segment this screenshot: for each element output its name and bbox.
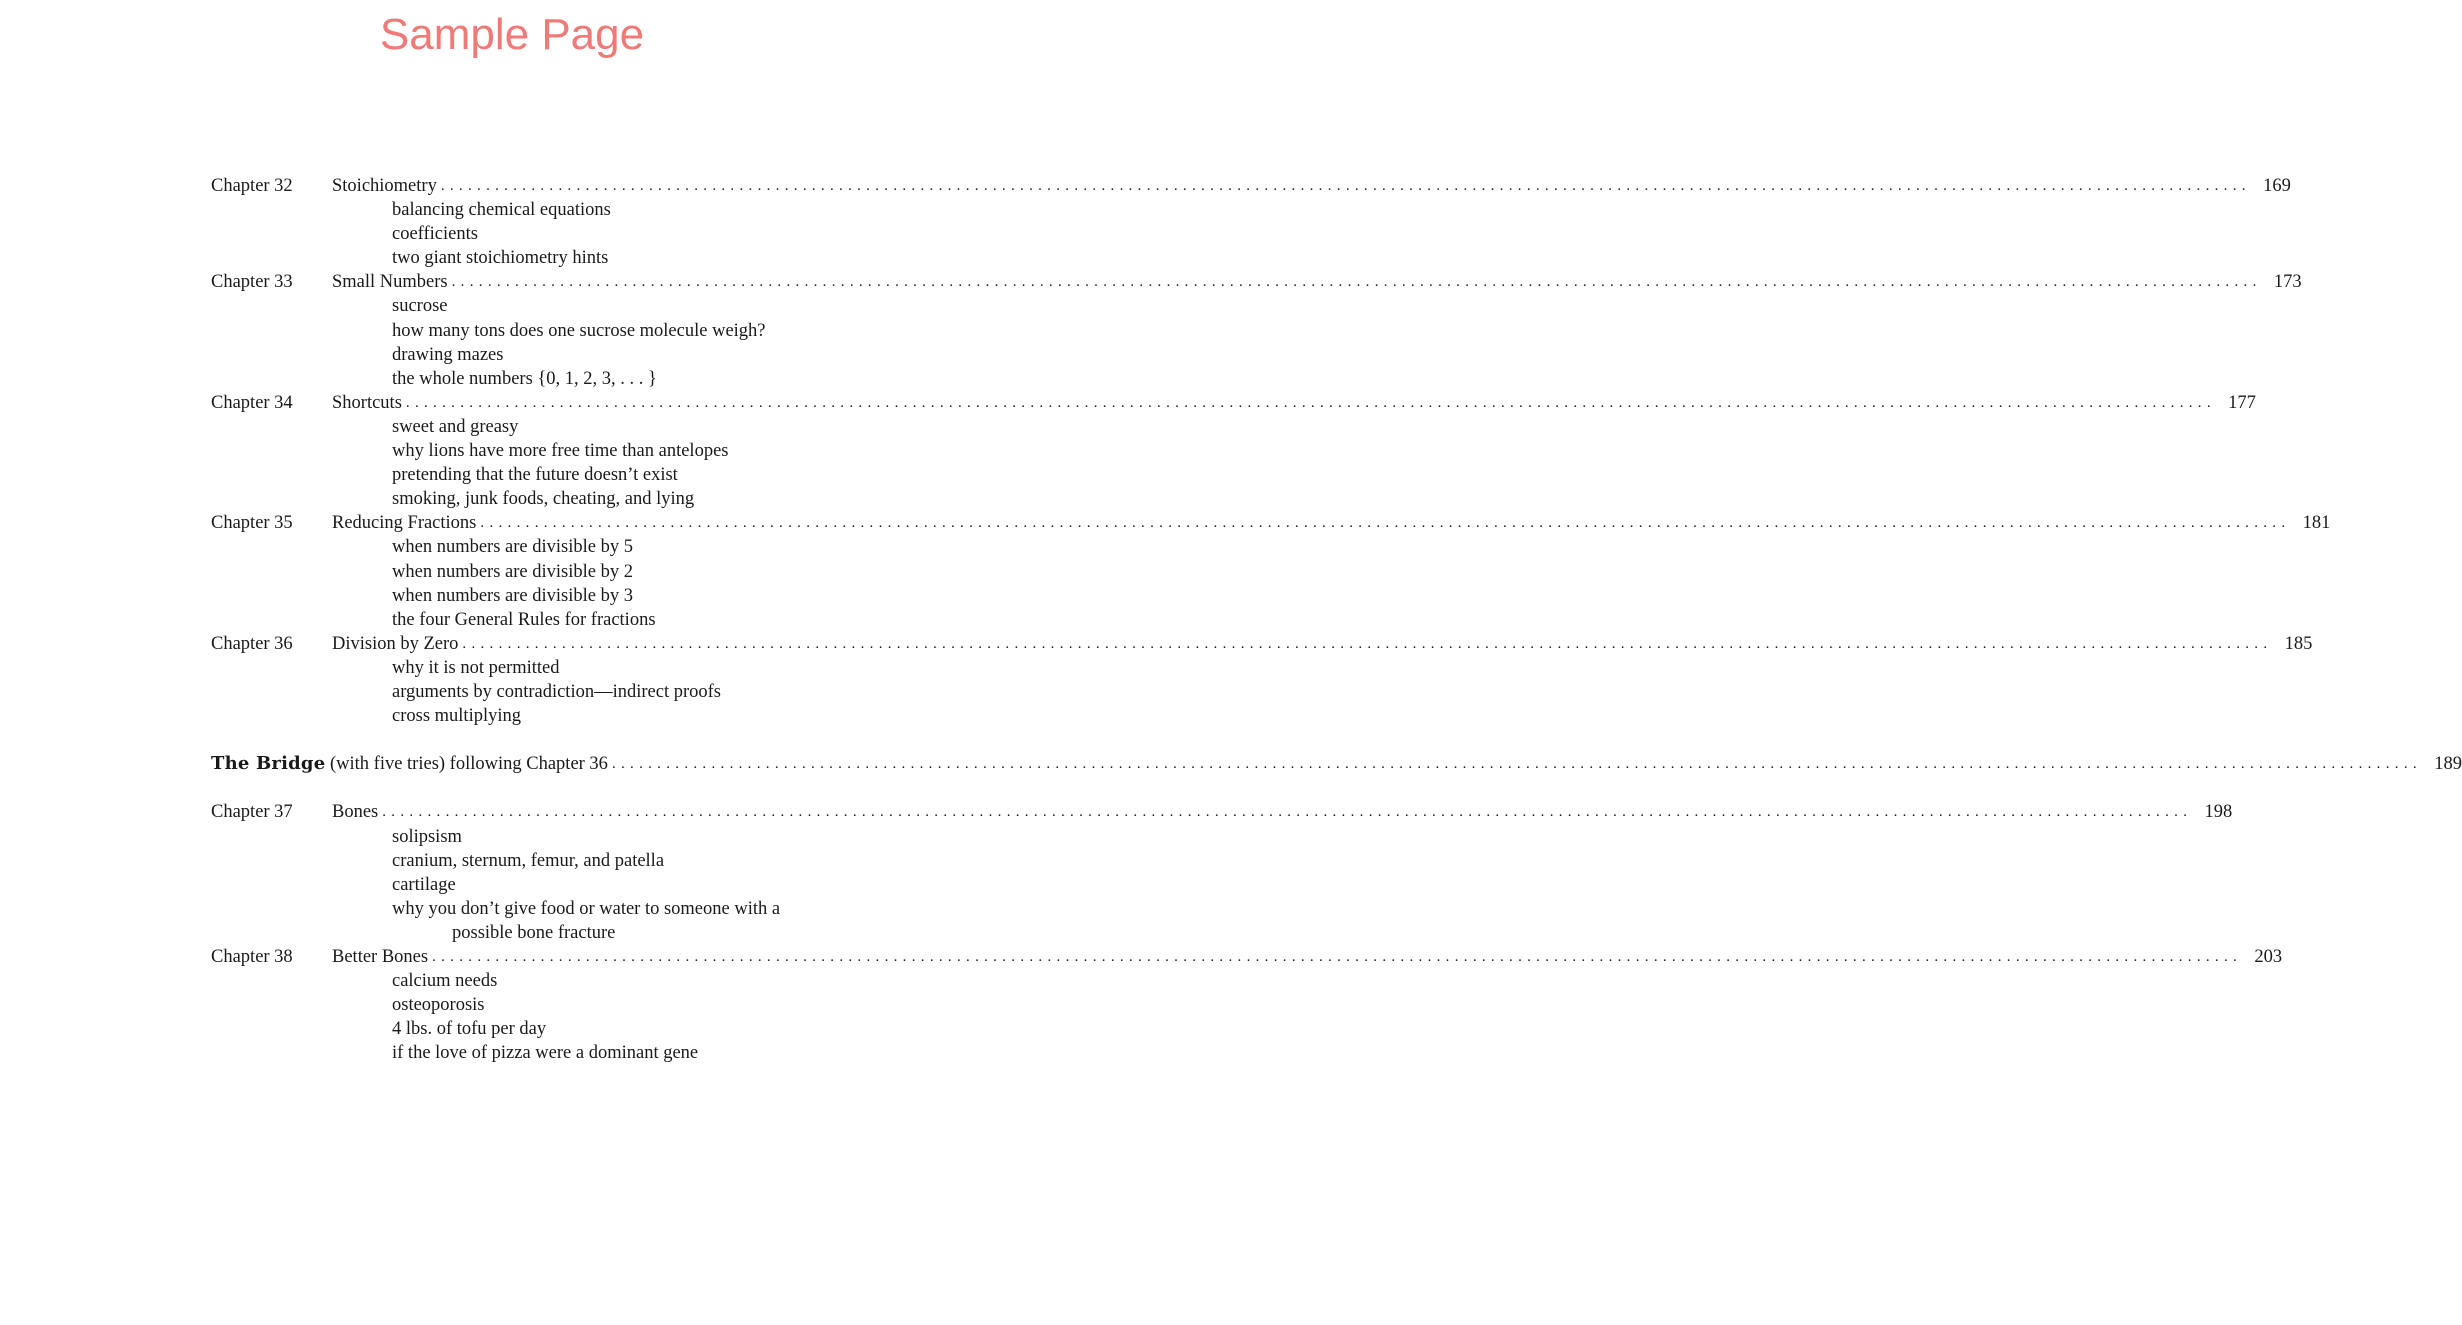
bridge-title bbox=[211, 752, 608, 776]
toc-entry bbox=[211, 174, 2291, 198]
topic-item: 4 lbs. of tofu per day bbox=[392, 1019, 547, 1040]
topic-continuation: possible bone fracture bbox=[452, 922, 616, 943]
bridge-entry bbox=[211, 752, 2462, 776]
topic-item: osteoporosis bbox=[392, 995, 485, 1016]
topic-item: calcium needs bbox=[392, 971, 498, 992]
topic-item: pretending that the future doesn’t exist bbox=[392, 465, 678, 486]
page-number: 189 bbox=[2434, 754, 2462, 775]
page-number: 181 bbox=[2302, 513, 2331, 534]
chapter-title: Shortcuts bbox=[332, 392, 402, 413]
chapter-title: Small Numbers bbox=[332, 272, 448, 293]
chapter-label: Chapter 34 bbox=[211, 392, 293, 413]
topic-item: the whole numbers {0, 1, 2, 3, . . . } bbox=[392, 368, 657, 389]
topic-item: cranium, sternum, femur, and patella bbox=[392, 850, 665, 871]
page-number: 198 bbox=[2204, 802, 2233, 823]
dot-leader: ........................................................................................................................................................................................................ bbox=[462, 635, 2273, 652]
topic-item: two giant stoichiometry hints bbox=[392, 248, 609, 269]
dot-leader: ........................................................................................................................................................................................................ bbox=[440, 178, 2251, 194]
chapter-title: Stoichiometry bbox=[332, 176, 437, 196]
toc-entry bbox=[211, 511, 2331, 535]
topic-item: the four General Rules for fractions bbox=[392, 609, 656, 630]
topic-item: drawing mazes bbox=[392, 344, 504, 365]
topic-item: sweet and greasy bbox=[392, 416, 519, 437]
topic-item: when numbers are divisible by 3 bbox=[392, 585, 633, 606]
bridge-bold: The Bridge bbox=[211, 753, 326, 775]
watermark: Sample Page bbox=[379, 10, 645, 59]
topic-item: when numbers are divisible by 5 bbox=[392, 537, 633, 558]
table-of-contents bbox=[211, 174, 2462, 1065]
topic-item: balancing chemical equations bbox=[392, 200, 611, 221]
topic-item: sucrose bbox=[392, 296, 448, 317]
chapter-title: Better Bones bbox=[332, 947, 429, 967]
topic-item: cartilage bbox=[392, 874, 456, 895]
dot-leader: ........................................................................................................................................................................................................ bbox=[405, 394, 2216, 411]
topic-item: how many tons does one sucrose molecule weigh? bbox=[392, 320, 766, 341]
chapter-title: Bones bbox=[332, 802, 379, 823]
spacer bbox=[211, 728, 821, 752]
chapter-label: Chapter 33 bbox=[211, 272, 293, 293]
topic-item: coefficients bbox=[392, 224, 478, 245]
topic-item: why lions have more free time than antelopes bbox=[392, 441, 729, 462]
page-number: 185 bbox=[2284, 633, 2313, 654]
topic-item: if the love of pizza were a dominant gene bbox=[392, 1043, 699, 1064]
toc-entry bbox=[211, 270, 2302, 294]
spacer bbox=[211, 776, 821, 800]
dot-leader: ........................................................................................................................................................................................................ bbox=[611, 756, 2422, 773]
chapter-title: Reducing Fractions bbox=[332, 513, 477, 534]
toc-entry bbox=[211, 632, 2313, 656]
topic-item: smoking, junk foods, cheating, and lying bbox=[392, 489, 695, 510]
toc-entry bbox=[211, 800, 2233, 824]
chapter-label: Chapter 36 bbox=[211, 633, 293, 654]
page-number: 177 bbox=[2228, 392, 2256, 413]
chapter-label: Chapter 38 bbox=[211, 947, 293, 967]
chapter-label: Chapter 37 bbox=[211, 802, 293, 823]
topic-item: arguments by contradiction—indirect proofs bbox=[392, 681, 721, 702]
dot-leader: ........................................................................................................................................................................................................ bbox=[451, 274, 2262, 291]
chapter-title: Division by Zero bbox=[332, 633, 459, 654]
topic-item: when numbers are divisible by 2 bbox=[392, 561, 633, 582]
dot-leader: ........................................................................................................................................................................................................ bbox=[382, 804, 2193, 821]
topic-item: solipsism bbox=[392, 826, 462, 847]
chapter-label: Chapter 32 bbox=[211, 176, 293, 196]
toc-entry bbox=[211, 945, 2283, 969]
dot-leader: ........................................................................................................................................................................................................ bbox=[432, 949, 2243, 965]
toc-entry bbox=[211, 391, 2256, 415]
page-number: 173 bbox=[2273, 272, 2302, 293]
dot-leader: ........................................................................................................................................................................................................ bbox=[480, 515, 2291, 532]
topic-item: why you don’t give food or water to someone with a bbox=[392, 898, 781, 919]
chapter-label: Chapter 35 bbox=[211, 513, 293, 534]
topic-item: cross multiplying bbox=[392, 706, 521, 727]
bridge-rest: (with five tries) following Chapter 36 bbox=[325, 754, 608, 775]
topic-item: why it is not permitted bbox=[392, 657, 560, 678]
page-number: 169 bbox=[2263, 176, 2291, 196]
page-number: 203 bbox=[2254, 947, 2283, 967]
